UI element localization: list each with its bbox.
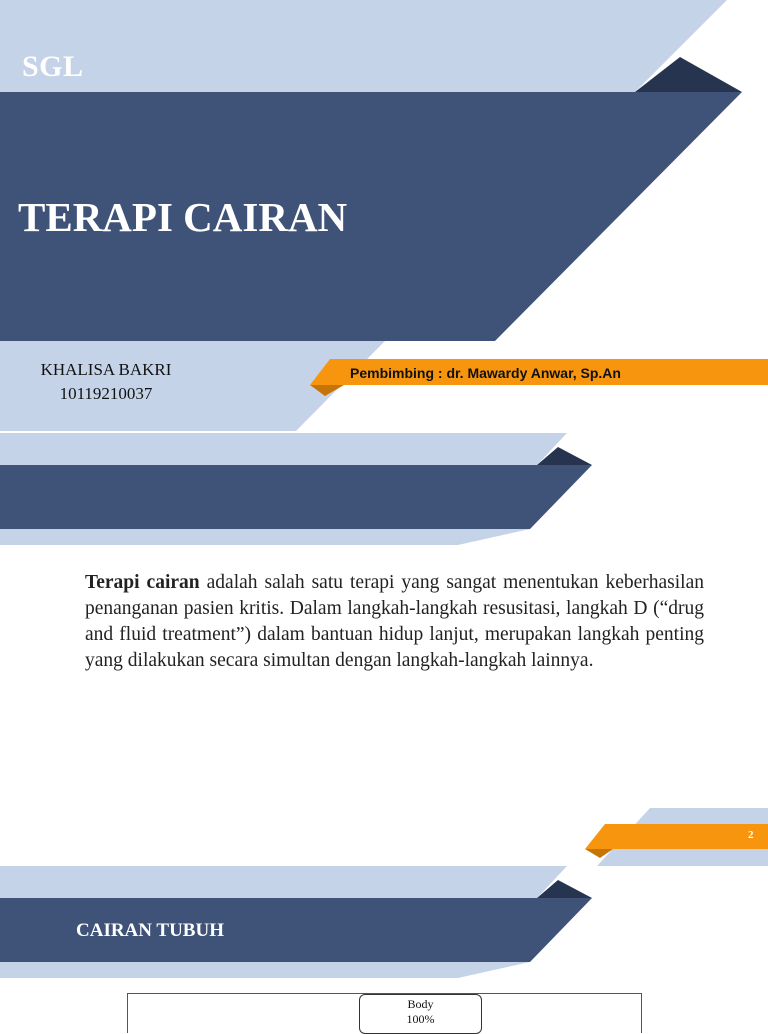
intro-paragraph	[85, 570, 704, 674]
author-block	[26, 358, 186, 406]
section-title: CAIRAN TUBUH	[76, 920, 224, 941]
header-label: SGL	[22, 50, 84, 83]
slide3-light-band	[0, 866, 567, 898]
slide3-light-bottom	[0, 962, 530, 978]
slide2-navy-band	[0, 465, 592, 529]
diagram-root-label: Body	[407, 997, 434, 1011]
author-id: 10119210037	[59, 384, 153, 403]
page-title: TERAPI CAIRAN	[18, 194, 348, 240]
diagram-root-value: 100%	[406, 1012, 435, 1026]
page-number: 2	[748, 829, 754, 841]
slide2-light-band	[0, 433, 567, 465]
paragraph-body: adalah salah satu terapi yang sangat menentukan keberhasilan penanganan pasien kritis. Dalam langkah-langkah resusitasi, langkah D (“drug and fluid treatment”) dalam bantuan hidup lanjut, merupakan langkah penting yang dilakukan secara simultan dengan langkah-langkah lainnya.	[85, 572, 704, 671]
supervisor-label: Pembimbing : dr. Mawardy Anwar, Sp.An	[350, 365, 621, 381]
diagram-root-box	[359, 994, 482, 1034]
slide2-light-bottom	[0, 529, 530, 545]
author-name: KHALISA BAKRI	[40, 360, 172, 379]
footer-orange-bar	[585, 824, 768, 849]
paragraph-bold-term: Terapi cairan	[85, 572, 200, 593]
top-light-band	[0, 0, 727, 92]
